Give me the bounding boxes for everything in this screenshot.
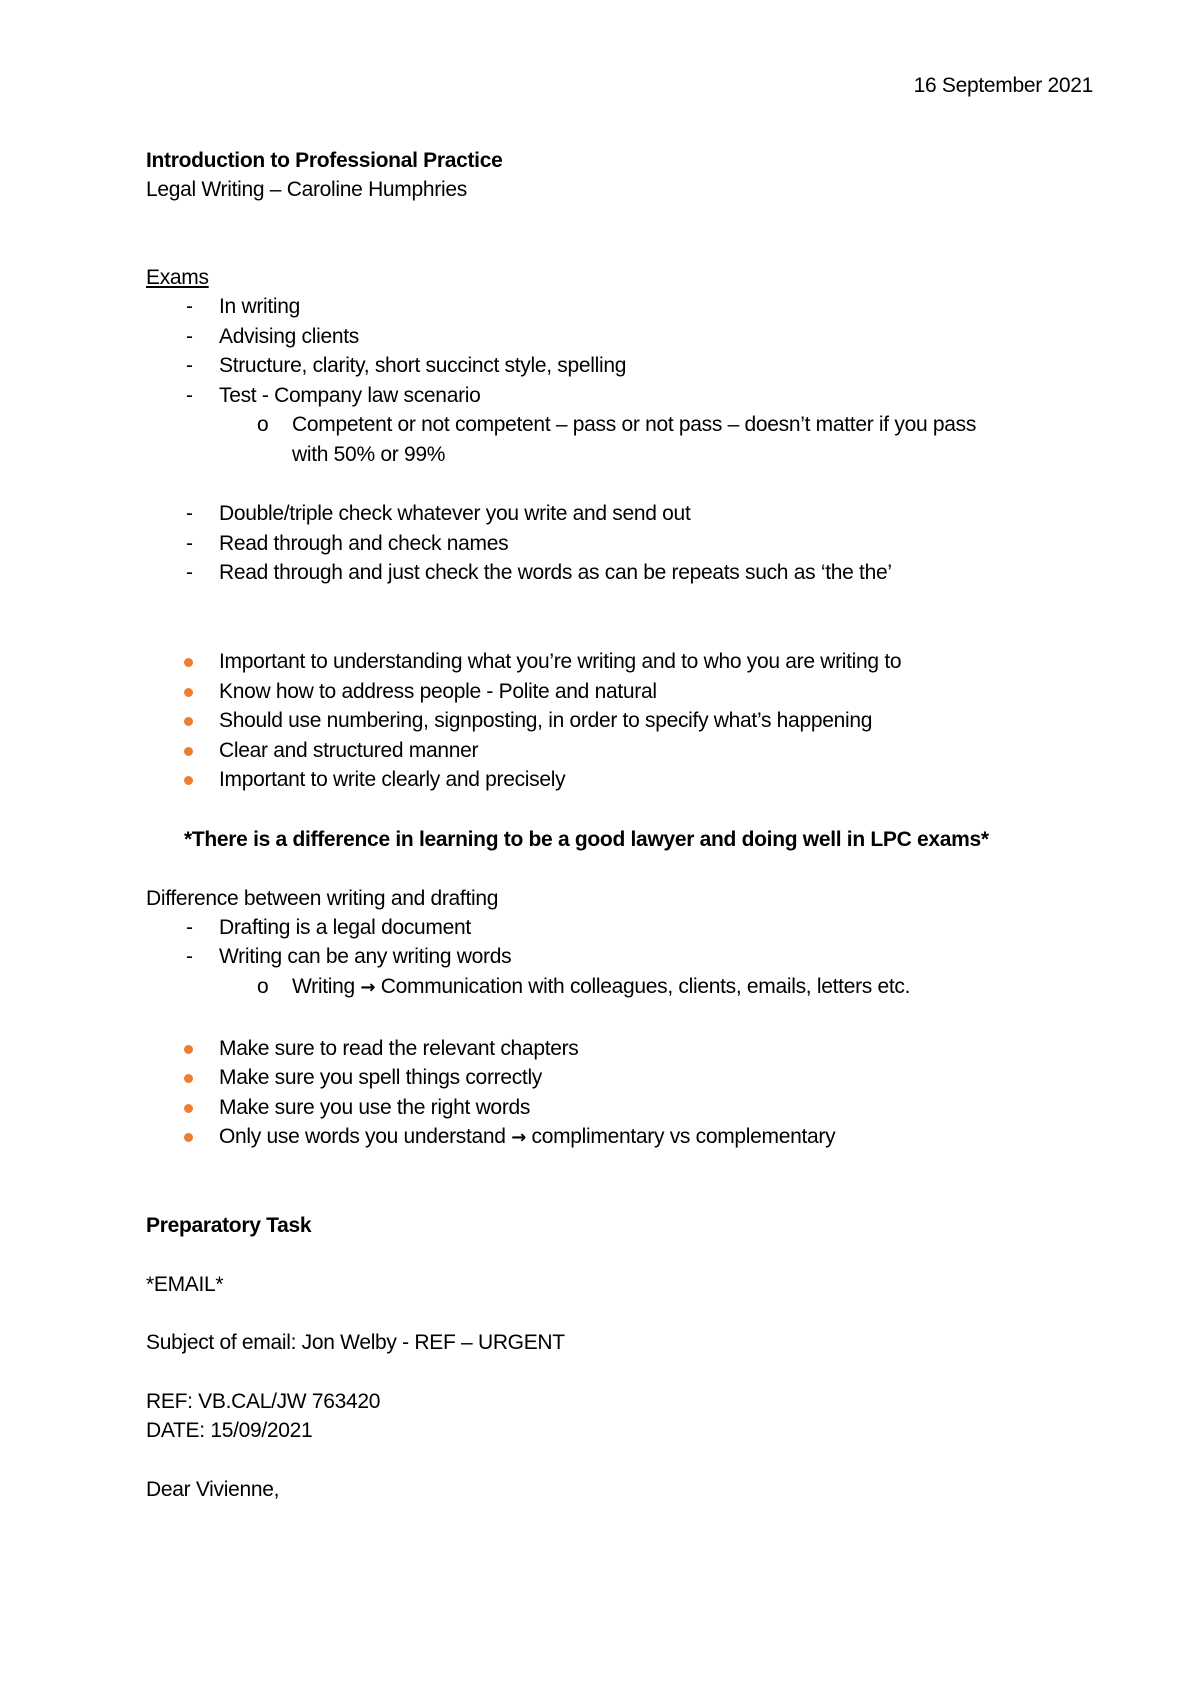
sub-list-item-continuation: with 50% or 99%: [292, 443, 446, 466]
bullet-icon: [184, 1133, 193, 1142]
sub-list-item-suffix: Communication with colleagues, clients, emails, letters etc.: [380, 975, 911, 998]
list-item-text: Drafting is a legal document: [219, 916, 471, 939]
bullet-item-suffix: complimentary vs complementary: [531, 1125, 836, 1148]
dash-marker: -: [186, 354, 193, 377]
preparatory-heading: Preparatory Task: [146, 1214, 312, 1237]
list-item-text: In writing: [219, 295, 301, 318]
dash-marker: -: [186, 532, 193, 555]
course-title: Introduction to Professional Practice: [146, 149, 503, 172]
email-label: *EMAIL*: [146, 1273, 224, 1296]
sub-list-item-text: Competent or not competent – pass or not pass – doesn’t matter if you pass: [292, 413, 977, 436]
bullet-icon: [184, 776, 193, 785]
circle-marker: o: [257, 975, 269, 998]
list-item-text: Writing can be any writing words: [219, 945, 512, 968]
arrow-right-icon: →: [511, 1127, 526, 1148]
dash-marker: -: [186, 384, 193, 407]
bullet-item-text: Important to understanding what you’re writing and to who you are writing to: [219, 650, 902, 673]
exams-heading: Exams: [146, 266, 209, 289]
bullet-item-text: Make sure you spell things correctly: [219, 1066, 543, 1089]
bullet-item-text: Important to write clearly and precisely: [219, 768, 566, 791]
circle-marker: o: [257, 413, 269, 436]
dash-marker: -: [186, 325, 193, 348]
list-item-text: Read through and just check the words as can be repeats such as ‘the the’: [219, 561, 892, 584]
list-item-text: Advising clients: [219, 325, 359, 348]
bullet-item-text: Know how to address people - Polite and natural: [219, 680, 657, 703]
bullet-icon: [184, 688, 193, 697]
bullet-icon: [184, 1074, 193, 1083]
dash-marker: -: [186, 916, 193, 939]
session-title: Legal Writing – Caroline Humphries: [146, 178, 467, 201]
sub-list-item-prefix: Writing: [292, 975, 355, 998]
bullet-item-text: Make sure you use the right words: [219, 1096, 531, 1119]
list-item-text: Test - Company law scenario: [219, 384, 481, 407]
dash-marker: -: [186, 945, 193, 968]
list-item-text: Read through and check names: [219, 532, 509, 555]
email-date: DATE: 15/09/2021: [146, 1419, 313, 1442]
dash-marker: -: [186, 502, 193, 525]
email-greeting: Dear Vivienne,: [146, 1478, 280, 1501]
arrow-right-icon: →: [360, 977, 376, 998]
bullet-item-prefix: Only use words you understand: [219, 1125, 506, 1148]
difference-heading: Difference between writing and drafting: [146, 887, 499, 910]
note: *There is a difference in learning to be a good lawyer and doing well in LPC exams*: [184, 828, 989, 851]
bullet-icon: [184, 1045, 193, 1054]
document-date: 16 September 2021: [913, 74, 1093, 97]
list-item-text: Structure, clarity, short succinct style, spelling: [219, 354, 627, 377]
dash-marker: -: [186, 295, 193, 318]
bullet-item-text: Should use numbering, signposting, in order to specify what’s happening: [219, 709, 873, 732]
bullet-icon: [184, 658, 193, 667]
list-item-text: Double/triple check whatever you write and send out: [219, 502, 691, 525]
dash-marker: -: [186, 561, 193, 584]
email-subject: Subject of email: Jon Welby - REF – URGENT: [146, 1331, 565, 1354]
bullet-icon: [184, 747, 193, 756]
bullet-icon: [184, 1104, 193, 1113]
bullet-item-text: Make sure to read the relevant chapters: [219, 1037, 579, 1060]
bullet-icon: [184, 717, 193, 726]
email-ref: REF: VB.CAL/JW 763420: [146, 1390, 381, 1413]
bullet-item-text: Clear and structured manner: [219, 739, 479, 762]
